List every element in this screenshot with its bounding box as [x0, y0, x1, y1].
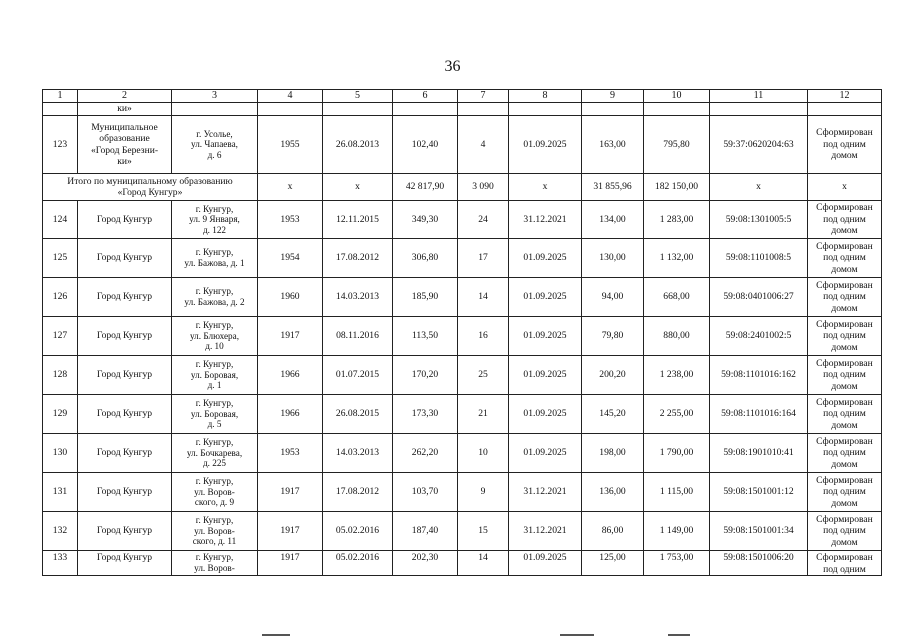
- table-cell: х: [710, 174, 808, 201]
- table-row: [43, 551, 882, 576]
- row-number: 132: [43, 512, 78, 551]
- land-area: 136,00: [582, 473, 644, 512]
- row-number: 130: [43, 434, 78, 473]
- table-cell: [172, 103, 258, 116]
- cadastral-number: 59:08:1501006:20: [710, 551, 808, 576]
- planned-date: 01.09.2025: [509, 551, 582, 576]
- municipality: Муниципальное образование «Город Березни- ки»: [78, 116, 172, 174]
- planned-date: 01.09.2025: [509, 239, 582, 278]
- municipality: Город Кунгур: [78, 356, 172, 395]
- recognition-date: 14.03.2013: [323, 434, 393, 473]
- land-area-total: 1 238,00: [644, 356, 710, 395]
- table-row: [43, 395, 882, 434]
- table-cell: х: [258, 174, 323, 201]
- land-area-total: 1 149,00: [644, 512, 710, 551]
- plot-status: Сформирован под одним домом: [808, 116, 882, 174]
- planned-date: 01.09.2025: [509, 395, 582, 434]
- area: 113,50: [393, 317, 458, 356]
- address: г. Усолье, ул. Чапаева, д. 6: [172, 116, 258, 174]
- column-number: 3: [172, 90, 258, 103]
- municipality: Город Кунгур: [78, 395, 172, 434]
- scan-mark: [668, 634, 690, 636]
- planned-date: 01.09.2025: [509, 116, 582, 174]
- address: г. Кунгур, ул. Боровая, д. 5: [172, 395, 258, 434]
- row-number: 129: [43, 395, 78, 434]
- table-cell: [710, 103, 808, 116]
- cadastral-number: 59:08:2401002:5: [710, 317, 808, 356]
- area: 262,20: [393, 434, 458, 473]
- municipality: Город Кунгур: [78, 434, 172, 473]
- address: г. Кунгур, ул. Блюхера, д. 10: [172, 317, 258, 356]
- table-cell: [509, 103, 582, 116]
- column-number: 10: [644, 90, 710, 103]
- land-area-total: 1 132,00: [644, 239, 710, 278]
- build-year: 1960: [258, 278, 323, 317]
- table-cell: х: [509, 174, 582, 201]
- planned-date: 01.09.2025: [509, 278, 582, 317]
- plot-status: Сформирован под одним домом: [808, 278, 882, 317]
- scan-mark: [262, 634, 290, 636]
- row-number: 133: [43, 551, 78, 576]
- address: г. Кунгур, ул. 9 Января, д. 122: [172, 201, 258, 239]
- table-cell: х: [808, 174, 882, 201]
- table-cell: [393, 103, 458, 116]
- cadastral-number: 59:37:0620204:63: [710, 116, 808, 174]
- table-cell: [644, 103, 710, 116]
- total-value: 182 150,00: [644, 174, 710, 201]
- table-row: [43, 317, 882, 356]
- recognition-date: 14.03.2013: [323, 278, 393, 317]
- planned-date: 31.12.2021: [509, 512, 582, 551]
- continuation-row: [43, 103, 882, 116]
- row-number: 131: [43, 473, 78, 512]
- cadastral-number: 59:08:1101008:5: [710, 239, 808, 278]
- column-number: 9: [582, 90, 644, 103]
- table-row: [43, 278, 882, 317]
- land-area: 94,00: [582, 278, 644, 317]
- table-cell: [582, 103, 644, 116]
- cadastral-number: 59:08:1101016:162: [710, 356, 808, 395]
- plot-status: Сформирован под одним домом: [808, 434, 882, 473]
- recognition-date: 26.08.2013: [323, 116, 393, 174]
- table-row: [43, 239, 882, 278]
- land-area: 145,20: [582, 395, 644, 434]
- table-cell: [458, 103, 509, 116]
- cadastral-number: 59:08:1901010:41: [710, 434, 808, 473]
- table-row: [43, 434, 882, 473]
- plot-status: Сформирован под одним: [808, 551, 882, 576]
- area: 349,30: [393, 201, 458, 239]
- build-year: 1917: [258, 512, 323, 551]
- row-number: 124: [43, 201, 78, 239]
- plot-status: Сформирован под одним домом: [808, 395, 882, 434]
- municipality: Город Кунгур: [78, 278, 172, 317]
- address: г. Кунгур, ул. Бажова, д. 1: [172, 239, 258, 278]
- planned-date: 01.09.2025: [509, 434, 582, 473]
- area: 102,40: [393, 116, 458, 174]
- area: 173,30: [393, 395, 458, 434]
- build-year: 1966: [258, 356, 323, 395]
- land-area: 200,20: [582, 356, 644, 395]
- cadastral-number: 59:08:1501001:12: [710, 473, 808, 512]
- row-number: 128: [43, 356, 78, 395]
- column-number: 5: [323, 90, 393, 103]
- housing-registry-table: [42, 89, 882, 576]
- land-area-total: 668,00: [644, 278, 710, 317]
- build-year: 1917: [258, 551, 323, 576]
- row-number: 126: [43, 278, 78, 317]
- row-number: 123: [43, 116, 78, 174]
- table-row: [43, 356, 882, 395]
- residents: 17: [458, 239, 509, 278]
- recognition-date: 17.08.2012: [323, 473, 393, 512]
- land-area-total: 880,00: [644, 317, 710, 356]
- table-row: [43, 473, 882, 512]
- land-area-total: 1 753,00: [644, 551, 710, 576]
- plot-status: Сформирован под одним домом: [808, 239, 882, 278]
- municipality: Город Кунгур: [78, 317, 172, 356]
- planned-date: 31.12.2021: [509, 201, 582, 239]
- residents: 16: [458, 317, 509, 356]
- planned-date: 01.09.2025: [509, 317, 582, 356]
- residents: 15: [458, 512, 509, 551]
- land-area: 79,80: [582, 317, 644, 356]
- cadastral-number: 59:08:1501001:34: [710, 512, 808, 551]
- plot-status: Сформирован под одним домом: [808, 473, 882, 512]
- address: г. Кунгур, ул. Бажова, д. 2: [172, 278, 258, 317]
- address: г. Кунгур, ул. Воров- ского, д. 9: [172, 473, 258, 512]
- residents: 21: [458, 395, 509, 434]
- municipality: Город Кунгур: [78, 551, 172, 576]
- build-year: 1953: [258, 434, 323, 473]
- build-year: 1955: [258, 116, 323, 174]
- build-year: 1953: [258, 201, 323, 239]
- municipality: Город Кунгур: [78, 473, 172, 512]
- area: 185,90: [393, 278, 458, 317]
- recognition-date: 12.11.2015: [323, 201, 393, 239]
- land-area-total: 1 790,00: [644, 434, 710, 473]
- cadastral-number: 59:08:0401006:27: [710, 278, 808, 317]
- residents: 10: [458, 434, 509, 473]
- table-cell: [323, 103, 393, 116]
- residents: 25: [458, 356, 509, 395]
- column-number-row: [43, 90, 882, 103]
- column-number: 12: [808, 90, 882, 103]
- total-label: Итого по муниципальному образованию «Город Кунгур»: [43, 174, 258, 201]
- table-cell: ки»: [78, 103, 172, 116]
- recognition-date: 01.07.2015: [323, 356, 393, 395]
- land-area: 163,00: [582, 116, 644, 174]
- recognition-date: 08.11.2016: [323, 317, 393, 356]
- land-area-total: 1 283,00: [644, 201, 710, 239]
- row-number: 125: [43, 239, 78, 278]
- address: г. Кунгур, ул. Воров- ского, д. 11: [172, 512, 258, 551]
- land-area-total: 1 115,00: [644, 473, 710, 512]
- column-number: 2: [78, 90, 172, 103]
- area: 202,30: [393, 551, 458, 576]
- land-area-total: 795,80: [644, 116, 710, 174]
- table-cell: [43, 103, 78, 116]
- build-year: 1966: [258, 395, 323, 434]
- residents: 14: [458, 278, 509, 317]
- land-area: 86,00: [582, 512, 644, 551]
- total-residents: 3 090: [458, 174, 509, 201]
- address: г. Кунгур, ул. Боровая, д. 1: [172, 356, 258, 395]
- plot-status: Сформирован под одним домом: [808, 317, 882, 356]
- scan-edge-marks: [0, 632, 905, 640]
- column-number: 8: [509, 90, 582, 103]
- page-number: 36: [444, 58, 461, 75]
- build-year: 1954: [258, 239, 323, 278]
- column-number: 7: [458, 90, 509, 103]
- row-number: 127: [43, 317, 78, 356]
- land-area: 130,00: [582, 239, 644, 278]
- land-area: 134,00: [582, 201, 644, 239]
- scan-mark: [560, 634, 594, 636]
- column-number: 6: [393, 90, 458, 103]
- address: г. Кунгур, ул. Бочкарева, д. 225: [172, 434, 258, 473]
- area: 306,80: [393, 239, 458, 278]
- planned-date: 01.09.2025: [509, 356, 582, 395]
- column-number: 11: [710, 90, 808, 103]
- cadastral-number: 59:08:1301005:5: [710, 201, 808, 239]
- table-cell: х: [323, 174, 393, 201]
- plot-status: Сформирован под одним домом: [808, 201, 882, 239]
- column-number: 1: [43, 90, 78, 103]
- land-area: 125,00: [582, 551, 644, 576]
- build-year: 1917: [258, 317, 323, 356]
- total-area: 42 817,90: [393, 174, 458, 201]
- planned-date: 31.12.2021: [509, 473, 582, 512]
- table-cell: [258, 103, 323, 116]
- municipality: Город Кунгур: [78, 239, 172, 278]
- recognition-date: 17.08.2012: [323, 239, 393, 278]
- column-number: 4: [258, 90, 323, 103]
- residents: 4: [458, 116, 509, 174]
- area: 170,20: [393, 356, 458, 395]
- table-row: [43, 116, 882, 174]
- area: 187,40: [393, 512, 458, 551]
- residents: 24: [458, 201, 509, 239]
- municipality: Город Кунгур: [78, 201, 172, 239]
- land-area-total: 2 255,00: [644, 395, 710, 434]
- recognition-date: 05.02.2016: [323, 551, 393, 576]
- residents: 14: [458, 551, 509, 576]
- total-value: 31 855,96: [582, 174, 644, 201]
- area: 103,70: [393, 473, 458, 512]
- residents: 9: [458, 473, 509, 512]
- build-year: 1917: [258, 473, 323, 512]
- municipality: Город Кунгур: [78, 512, 172, 551]
- table-row: [43, 201, 882, 239]
- address: г. Кунгур, ул. Воров-: [172, 551, 258, 576]
- plot-status: Сформирован под одним домом: [808, 512, 882, 551]
- recognition-date: 26.08.2015: [323, 395, 393, 434]
- cadastral-number: 59:08:1101016:164: [710, 395, 808, 434]
- total-row: [43, 174, 882, 201]
- recognition-date: 05.02.2016: [323, 512, 393, 551]
- land-area: 198,00: [582, 434, 644, 473]
- table-cell: [808, 103, 882, 116]
- plot-status: Сформирован под одним домом: [808, 356, 882, 395]
- table-row: [43, 512, 882, 551]
